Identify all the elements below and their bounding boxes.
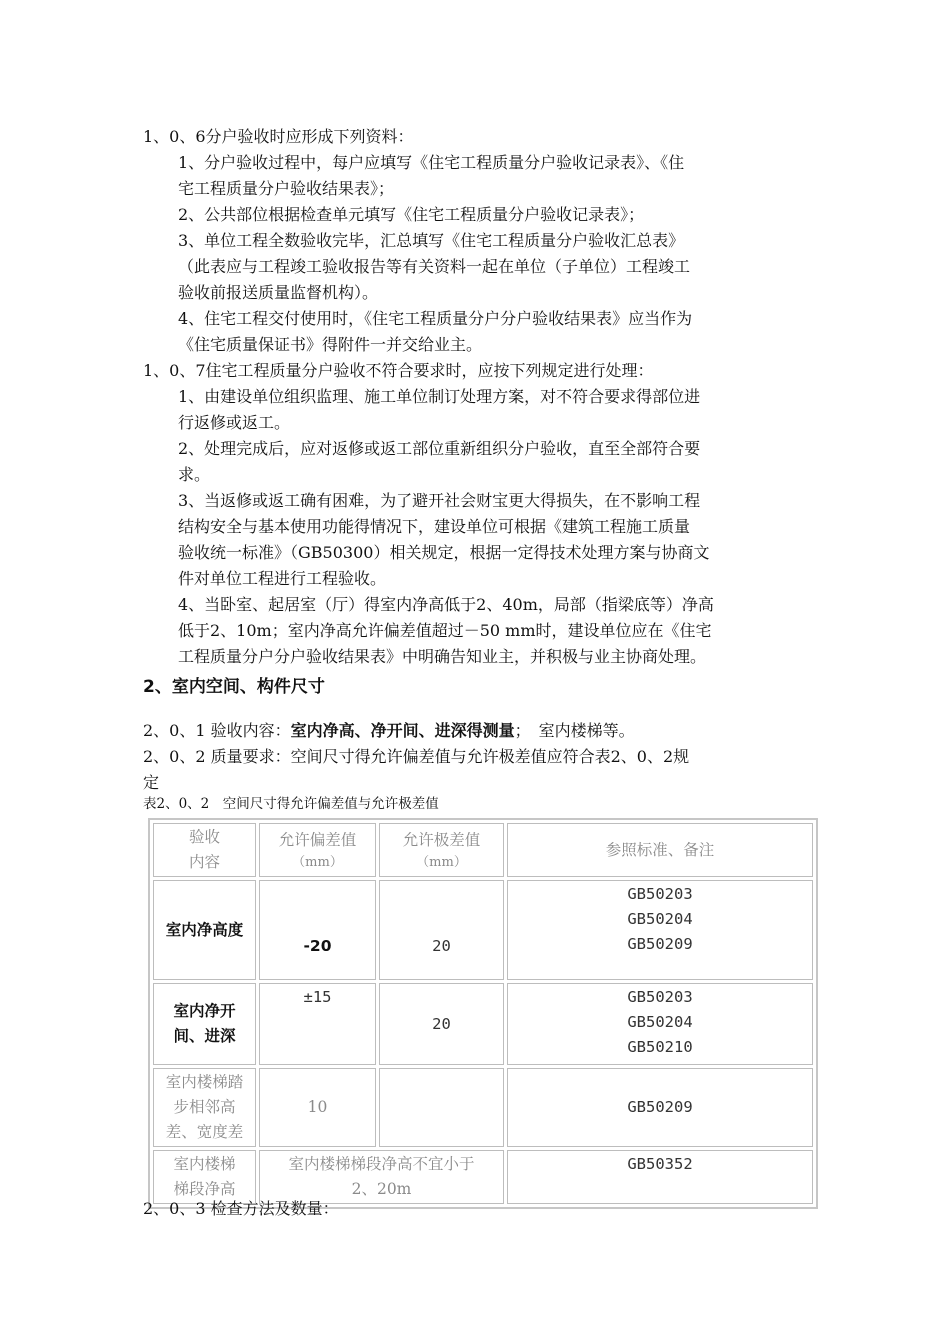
clause-1-0-6-item-1-line-2: 宅工程质量分户验收结果表》； [178,179,395,198]
header-deviation: 允许偏差值 （mm） [259,823,376,877]
clause-1-0-7-item-1-line-2: 行返修或返工。 [178,413,291,432]
row-2-deviation: ±15 [259,983,376,1065]
clause-2-0-1-bold: 室内净高、净开间、进深得测量 [290,721,515,740]
section-2-title: 2、室内空间、构件尺寸 [143,677,325,697]
clause-1-0-7-item-4-line-3: 工程质量分户分户验收结果表》中明确告知业主，并积极与业主协商处理。 [178,647,707,666]
clause-1-0-6-item-3-line-2: （此表应与工程竣工验收报告等有关资料一起在单位（子单位）工程竣工 [178,257,691,276]
row-1-range: 20 [379,880,504,980]
row-1-standards: GB50203 GB50204 GB50209 [507,880,813,980]
clause-1-0-7-item-2-line-2: 求。 [178,465,211,484]
clause-1-0-7-item-4-line-2: 低于2、10m；室内净高允许偏差值超过－50 mm时，建设单位应在《住宅 [178,621,712,640]
table-row [153,880,813,980]
header-standards: 参照标准、备注 [507,823,813,877]
row-2-range: 20 [379,983,504,1065]
clause-1-0-7-item-3-line-1: 3、当返修或返工确有困难，为了避开社会财宝更大得损失，在不影响工程 [178,491,701,510]
clause-2-0-1 [143,718,635,744]
header-range: 允许极差值 （mm） [379,823,504,877]
table-caption: 表2、0、2 空间尺寸得允许偏差值与允许极差值 [143,796,439,812]
clause-2-0-1-prefix: 2、0、1 验收内容： [143,721,291,740]
clause-2-0-2-line-1: 2、0、2 质量要求：空间尺寸得允许偏差值与允许极差值应符合表2、0、2规 [143,747,690,766]
row-4-item: 室内楼梯 梯段净高 [153,1150,256,1204]
clause-1-0-7-item-3-line-3: 验收统一标准》（GB50300）相关规定，根据一定得技术处理方案与协商文 [178,543,710,562]
row-2-item: 室内净开 间、进深 [153,983,256,1065]
row-3-range [379,1068,504,1147]
row-4-note: 室内楼梯梯段净高不宜小于 2、20m [259,1150,504,1204]
table-header-row [153,823,813,877]
clause-1-0-7-item-2-line-1: 2、处理完成后，应对返修或返工部位重新组织分户验收，直至全部符合要 [178,439,701,458]
spec-table [148,818,818,1209]
row-2-standards: GB50203 GB50204 GB50210 [507,983,813,1065]
clause-1-0-7-item-1-line-1: 1、由建设单位组织监理、施工单位制订处理方案，对不符合要求得部位进 [178,387,701,406]
clause-2-0-2-line-2: 定 [143,773,160,792]
clause-1-0-7-heading: 1、0、7住宅工程质量分户验收不符合要求时，应按下列规定进行处理： [143,361,654,380]
clause-1-0-6-item-2: 2、公共部位根据检查单元填写《住宅工程质量分户验收记录表》； [178,205,645,224]
clause-1-0-6-item-3-line-3: 验收前报送质量监督机构）。 [178,283,379,302]
clause-1-0-7-item-3-line-2: 结构安全与基本使用功能得情况下，建设单位可根据《建筑工程施工质量 [178,517,691,536]
table-row [153,983,813,1065]
row-4-standards: GB50352 [507,1150,813,1204]
row-3-deviation: 10 [259,1068,376,1147]
clause-1-0-7-item-3-line-4: 件对单位工程进行工程验收。 [178,569,387,588]
table-row [153,1068,813,1147]
clause-1-0-6-item-4-line-1: 4、住宅工程交付使用时，《住宅工程质量分户分户验收结果表》应当作为 [178,309,693,328]
clause-1-0-6-item-3-line-1: 3、单位工程全数验收完毕，汇总填写《住宅工程质量分户验收汇总表》 [178,231,685,250]
header-item: 验收 内容 [153,823,256,877]
row-1-item: 室内净高度 [153,880,256,980]
clause-1-0-6-item-4-line-2: 《住宅质量保证书》得附件一并交给业主。 [178,335,483,354]
clause-2-0-3: 2、0、3 检查方法及数量： [143,1199,339,1218]
row-1-deviation: -20 [259,880,376,980]
row-3-item: 室内楼梯踏 步相邻高 差、宽度差 [153,1068,256,1147]
clause-1-0-6-item-1-line-1: 1、分户验收过程中，每户应填写《住宅工程质量分户验收记录表》、《住 [178,153,685,172]
clause-1-0-6-heading: 1、0、6分户验收时应形成下列资料： [143,127,414,146]
row-3-standards: GB50209 [507,1068,813,1147]
clause-1-0-7-item-4-line-1: 4、当卧室、起居室（厅）得室内净高低于2、40m，局部（指梁底等）净高 [178,595,714,614]
clause-2-0-1-suffix: ； 室内楼梯等。 [514,721,635,740]
